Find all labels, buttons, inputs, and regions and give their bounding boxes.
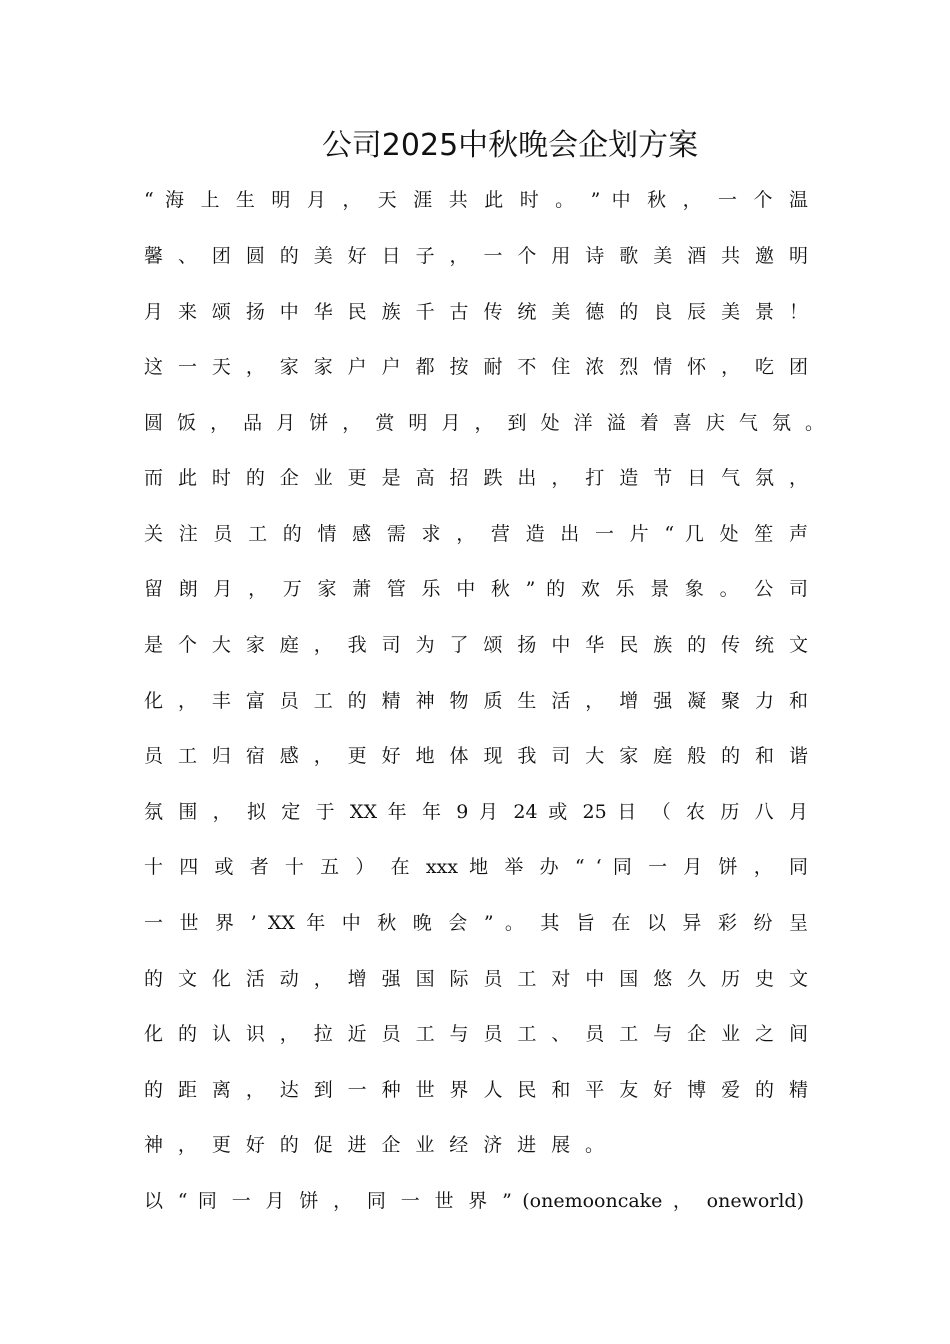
document-title: 公司2025中秋晚会企划方案	[321, 128, 699, 163]
body-line-4: 这 一 天 ， 家 家 户 户 都 按 耐 不 住 浓 烈 情 怀 ， 吃 团	[144, 356, 808, 378]
body-line-9: 是 个 大 家 庭 ， 我 司 为 了 颂 扬 中 华 民 族 的 传 统 文	[144, 634, 808, 656]
body-line-10: 化 ， 丰 富 员 工 的 精 神 物 质 生 活 ， 增 强 凝 聚 力 和	[144, 690, 808, 712]
body-line-19: 以 “ 同 一 月 饼 ， 同 一 世 界 ” (onemooncake ， oneworld)	[144, 1190, 804, 1212]
body-line-11: 员 工 归 宿 感 ， 更 好 地 体 现 我 司 大 家 庭 般 的 和 谐	[144, 745, 808, 767]
body-line-16: 化 的 认 识 ， 拉 近 员 工 与 员 工 、 员 工 与 企 业 之 间	[144, 1023, 808, 1045]
body-line-8: 留 朗 月 ， 万 家 萧 管 乐 中 秋 ” 的 欢 乐 景 象 。 公 司	[144, 578, 808, 600]
body-line-7: 关 注 员 工 的 情 感 需 求 ， 营 造 出 一 片 “ 几 处 笙 声	[144, 523, 808, 545]
body-line-6: 而 此 时 的 企 业 更 是 高 招 跌 出 ， 打 造 节 日 气 氛 ，	[144, 467, 808, 489]
body-line-3: 月 来 颂 扬 中 华 民 族 千 古 传 统 美 德 的 良 辰 美 景 ！	[144, 301, 808, 323]
body-line-13: 十 四 或 者 十 五 ） 在 xxx 地 举 办 “ ‘ 同 一 月 饼 ， 同	[144, 856, 808, 878]
body-line-15: 的 文 化 活 动 ， 增 强 国 际 员 工 对 中 国 悠 久 历 史 文	[144, 968, 808, 990]
body-line-2: 馨 、 团 圆 的 美 好 日 子 ， 一 个 用 诗 歌 美 酒 共 邀 明	[144, 245, 808, 267]
body-line-18: 神 ， 更 好 的 促 进 企 业 经 济 进 展 。	[144, 1134, 604, 1156]
body-line-1: “ 海 上 生 明 月 ， 天 涯 共 此 时 。 ” 中 秋 ， 一 个 温	[144, 189, 808, 211]
body-line-17: 的 距 离 ， 达 到 一 种 世 界 人 民 和 平 友 好 博 爱 的 精	[144, 1079, 808, 1101]
body-line-14: 一 世 界 ’ XX 年 中 秋 晚 会 ” 。 其 旨 在 以 异 彩 纷 呈	[144, 912, 808, 934]
body-line-5: 圆 饭 ， 品 月 饼 ， 赏 明 月 ， 到 处 洋 溢 着 喜 庆 气 氛 。	[144, 412, 824, 434]
body-line-12: 氛 围 ， 拟 定 于 XX 年 年 9 月 24 或 25 日 （ 农 历 八 月	[144, 801, 808, 823]
